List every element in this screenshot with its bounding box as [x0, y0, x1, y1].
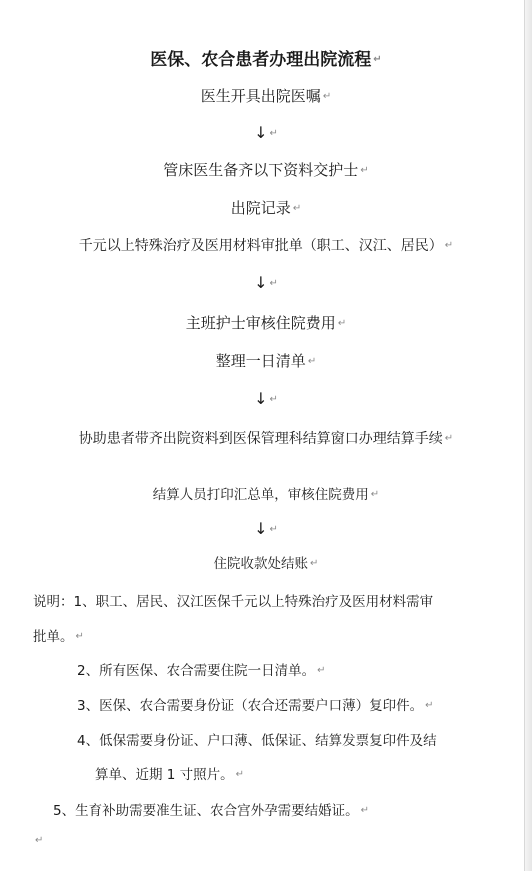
- paragraph-mark-icon: ↵: [360, 164, 369, 176]
- trailing-paragraph-mark: [33, 832, 43, 848]
- step-approval-form: 千元以上特殊治疗及医用材料审批单（职工、汉江、居民） ↵: [78, 238, 454, 254]
- paragraph-mark-icon: ↵: [269, 393, 278, 405]
- paragraph-mark-icon: ↵: [235, 769, 245, 780]
- document-title: 医保、农合患者办理出院流程 ↵: [150, 50, 382, 70]
- paragraph-mark-icon: ↵: [75, 631, 84, 642]
- note-5: 5、生育补助需要准生证、农合宫外孕需要结婚证。 ↵: [53, 803, 369, 819]
- paragraph-mark-icon: ↵: [35, 834, 44, 846]
- note-1-line-2: 批单。 ↵: [33, 629, 84, 645]
- step-nurse-review: 主班护士审核住院费用 ↵: [185, 314, 347, 332]
- paragraph-mark-icon: ↵: [337, 317, 347, 329]
- note-4-line-1: 4、低保需要身份证、户口薄、低保证、结算发票复印件及结: [77, 733, 437, 749]
- note-4-line-2: 算单、近期 1 寸照片。 ↵: [95, 767, 245, 783]
- paragraph-mark-icon: ↵: [373, 54, 382, 65]
- step-print-summary: 结算人员打印汇总单，审核住院费用 ↵: [152, 487, 380, 503]
- paragraph-mark-icon: ↵: [269, 523, 278, 535]
- paragraph-mark-icon: ↵: [444, 240, 454, 251]
- step-cashier-checkout: 住院收款处结账 ↵: [213, 556, 319, 572]
- paragraph-mark-icon: ↵: [292, 202, 302, 214]
- down-arrow-icon: ↓ ↵: [254, 519, 278, 538]
- step-settlement-window: 协助患者带齐出院资料到医保管理科结算窗口办理结算手续 ↵: [78, 431, 454, 447]
- paragraph-mark-icon: ↵: [317, 665, 326, 676]
- paragraph-mark-icon: ↵: [310, 558, 319, 569]
- step-discharge-record: 出院记录 ↵: [230, 199, 302, 217]
- step-prepare-documents: 管床医生备齐以下资料交护士 ↵: [163, 161, 369, 179]
- step-doctor-order: 医生开具出院医嘱 ↵: [200, 87, 332, 105]
- paragraph-mark-icon: ↵: [269, 277, 278, 289]
- paragraph-mark-icon: ↵: [425, 700, 434, 711]
- page-break-gap: [0, 458, 532, 480]
- page-edge-shadow: [525, 0, 532, 871]
- down-arrow-icon: ↓ ↵: [254, 123, 278, 142]
- paragraph-mark-icon: ↵: [360, 805, 369, 816]
- note-1-line-1: 说明：1、职工、居民、汉江医保千元以上特殊治疗及医用材料需审: [33, 594, 434, 610]
- paragraph-mark-icon: ↵: [444, 433, 454, 444]
- down-arrow-icon: ↓ ↵: [254, 389, 278, 408]
- note-3: 3、医保、农合需要身份证（农合还需要户口薄）复印件。 ↵: [77, 698, 434, 714]
- paragraph-mark-icon: ↵: [307, 355, 317, 367]
- paragraph-mark-icon: ↵: [322, 90, 332, 102]
- note-2: 2、所有医保、农合需要住院一日清单。 ↵: [77, 663, 326, 679]
- paragraph-mark-icon: ↵: [269, 127, 278, 139]
- step-daily-list: 整理一日清单 ↵: [215, 352, 317, 370]
- down-arrow-icon: ↓ ↵: [254, 273, 278, 292]
- paragraph-mark-icon: ↵: [370, 489, 380, 500]
